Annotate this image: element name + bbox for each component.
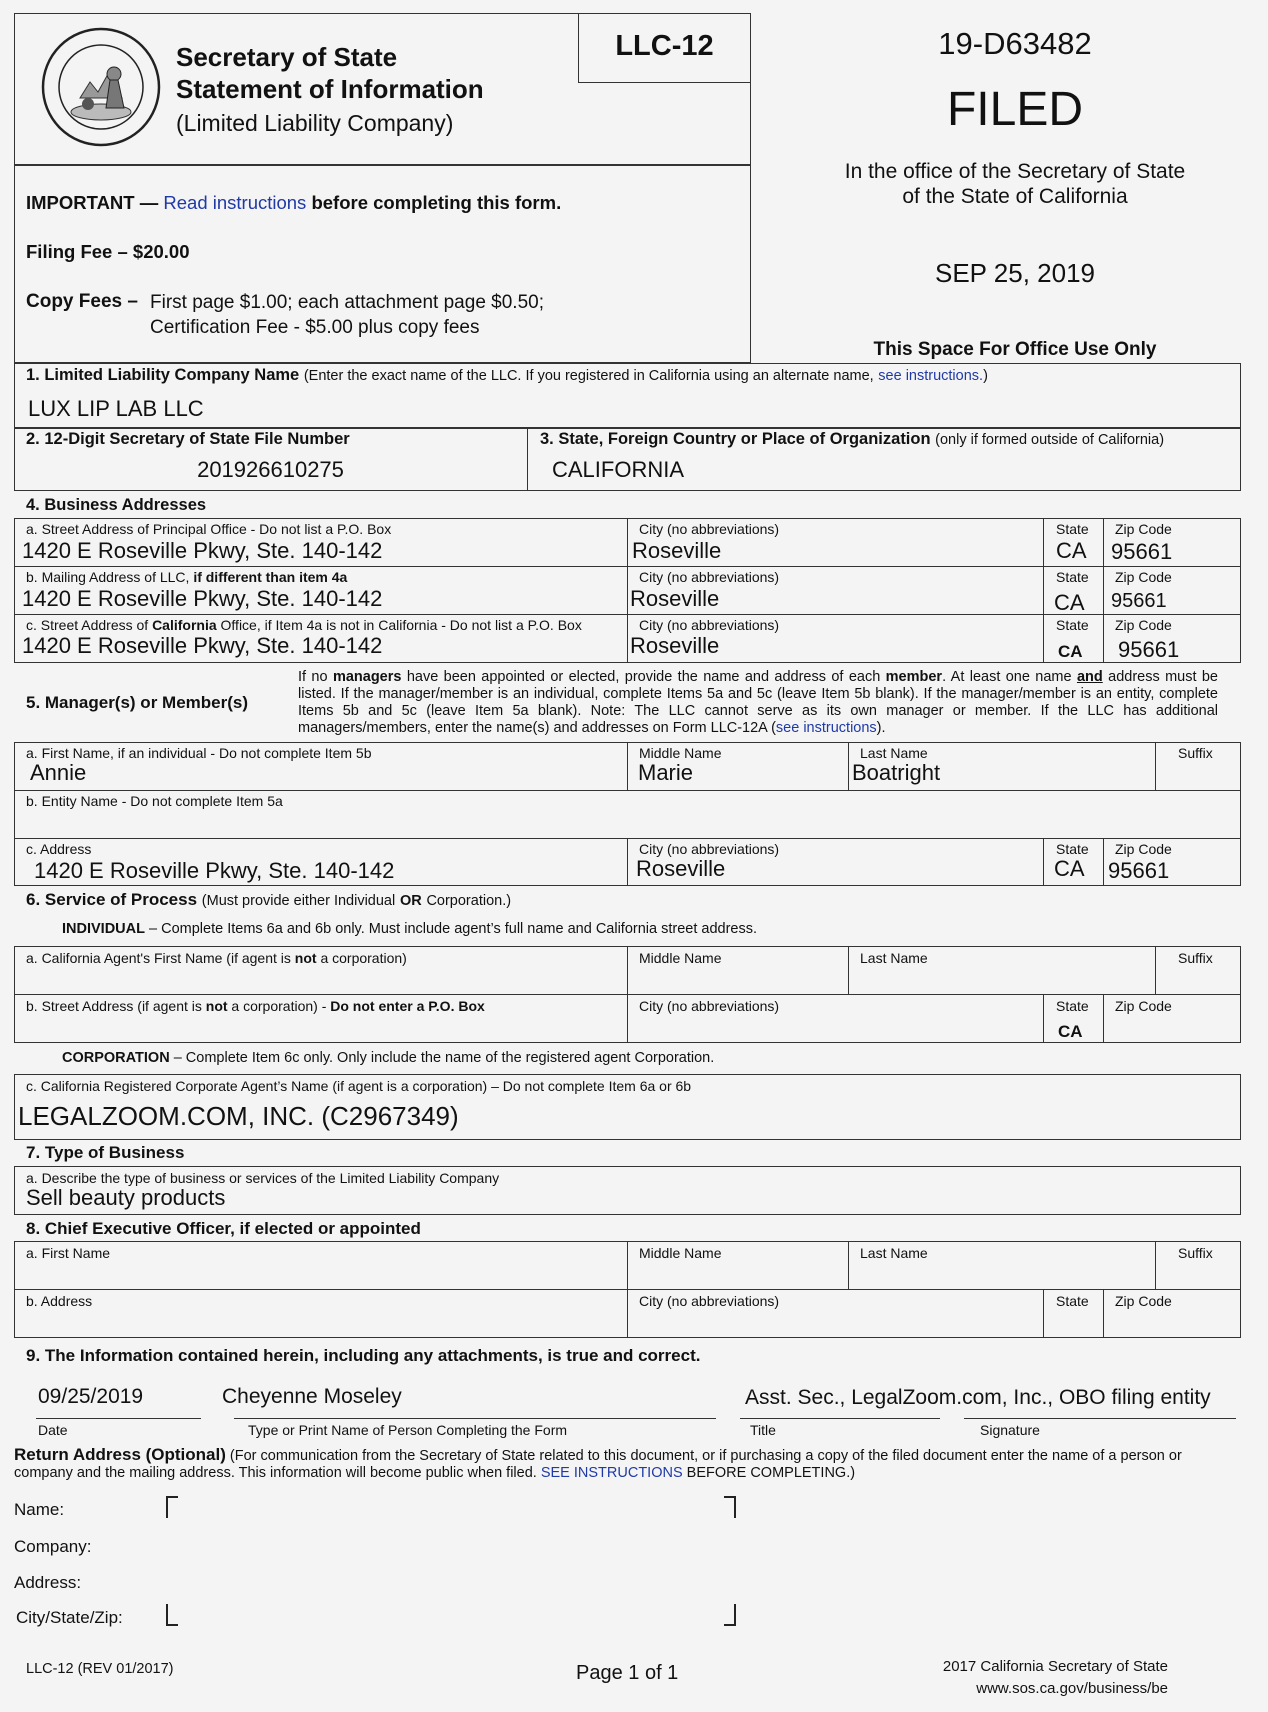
item4-col-divider bbox=[1043, 518, 1044, 663]
address-4c-zip-label: Zip Code bbox=[1115, 617, 1172, 633]
address-4b-street[interactable]: 1420 E Roseville Pkwy, Ste. 140-142 bbox=[22, 586, 383, 611]
item1-label: 1. Limited Liability Company Name bbox=[26, 366, 300, 384]
signature-caption: Signature bbox=[980, 1422, 1040, 1438]
copy-fees-line2: Certification Fee - $5.00 plus copy fees bbox=[150, 317, 480, 338]
filed-date: SEP 25, 2019 bbox=[935, 258, 1095, 288]
address-4a-street[interactable]: 1420 E Roseville Pkwy, Ste. 140-142 bbox=[22, 538, 383, 563]
label-bold: California bbox=[152, 617, 217, 633]
llc-name-field[interactable]: LUX LIP LAB LLC bbox=[28, 396, 204, 421]
address-4c-state-label: State bbox=[1056, 617, 1089, 633]
agent-zip-field[interactable] bbox=[1108, 1016, 1236, 1038]
return-address-instructions-link[interactable]: SEE INSTRUCTIONS bbox=[540, 1465, 683, 1481]
label-text: a. Street Address of Principal Office - Do not list a P.O. Box bbox=[26, 521, 392, 537]
text: . At least one name bbox=[942, 669, 1072, 685]
item6-col-divider bbox=[1103, 994, 1104, 1043]
form-code: LLC-12 bbox=[615, 30, 714, 62]
agent-suffix-field[interactable] bbox=[1160, 968, 1236, 990]
member-first-label: a. First Name, if an individual - Do not complete Item 5b bbox=[26, 745, 372, 761]
item4-col-divider bbox=[627, 518, 628, 663]
item8-col-divider bbox=[1155, 1241, 1156, 1289]
bracket-top-right bbox=[724, 1496, 736, 1518]
ceo-city-label: City (no abbreviations) bbox=[639, 1293, 780, 1309]
page-number: Page 1 of 1 bbox=[576, 1662, 679, 1684]
name-caption: Type or Print Name of Person Completing the Form bbox=[248, 1422, 568, 1438]
ceo-last-label: Last Name bbox=[860, 1245, 928, 1261]
item5-col-divider bbox=[627, 838, 628, 886]
return-csz-label: City/State/Zip: bbox=[16, 1608, 123, 1627]
item5-row-divider bbox=[14, 790, 1241, 791]
signature-underline bbox=[964, 1418, 1236, 1419]
return-company-label: Company: bbox=[14, 1537, 92, 1556]
address-4a-zip-label: Zip Code bbox=[1115, 521, 1172, 537]
item5-col-divider bbox=[1043, 838, 1044, 886]
item5-col-divider bbox=[627, 742, 628, 790]
bracket-bottom-left bbox=[166, 1604, 178, 1626]
title-line2: Statement of Information bbox=[176, 74, 484, 104]
item8-col-divider bbox=[627, 1241, 628, 1338]
title-line1: Secretary of State bbox=[176, 42, 398, 72]
agent-suffix-label: Suffix bbox=[1178, 950, 1213, 966]
agent-zip-label: Zip Code bbox=[1115, 998, 1172, 1014]
address-4a-state[interactable]: CA bbox=[1056, 538, 1087, 563]
text: b. Street Address (if agent is bbox=[26, 998, 202, 1014]
text-bold: not bbox=[205, 998, 228, 1014]
item1-instructions-link[interactable]: see instructions. bbox=[878, 368, 984, 384]
item2-label: 2. 12-Digit Secretary of State File Number bbox=[26, 430, 350, 448]
member-city-label: City (no abbreviations) bbox=[639, 841, 780, 857]
signature-field[interactable] bbox=[964, 1380, 1236, 1416]
item5-col-divider bbox=[1155, 742, 1156, 790]
filed-status: FILED bbox=[946, 83, 1084, 136]
item8-col-divider bbox=[1043, 1289, 1044, 1338]
form-revision: LLC-12 (REV 01/2017) bbox=[26, 1661, 174, 1677]
text: If no bbox=[298, 669, 328, 685]
member-state-label: State bbox=[1056, 841, 1089, 857]
ceo-address-label: b. Address bbox=[26, 1293, 93, 1309]
address-4b-zip-label: Zip Code bbox=[1115, 569, 1172, 585]
item7-label: 7. Type of Business bbox=[26, 1143, 185, 1162]
ceo-suffix-label: Suffix bbox=[1178, 1245, 1213, 1261]
address-4c-state[interactable]: CA bbox=[1058, 642, 1083, 661]
label-text: b. Mailing Address of LLC, bbox=[26, 569, 190, 585]
agent-first-label bbox=[26, 950, 407, 966]
address-4b-label bbox=[26, 569, 347, 585]
member-address-label: c. Address bbox=[26, 841, 92, 857]
address-4c-zip[interactable]: 95661 bbox=[1118, 637, 1180, 662]
business-type-field[interactable]: Sell beauty products bbox=[26, 1185, 226, 1210]
address-4b-zip[interactable]: 95661 bbox=[1111, 590, 1167, 612]
item4-col-divider bbox=[1103, 518, 1104, 663]
file-number-field[interactable]: 201926610275 bbox=[197, 457, 344, 482]
address-4b-city-label: City (no abbreviations) bbox=[639, 569, 780, 585]
agent-last-label: Last Name bbox=[860, 950, 928, 966]
agent-last-field[interactable] bbox=[852, 968, 1150, 990]
signer-title[interactable]: Asst. Sec., LegalZoom.com, Inc., OBO filing entity bbox=[745, 1386, 1211, 1409]
item6-col-divider bbox=[1155, 946, 1156, 994]
signer-name[interactable]: Cheyenne Moseley bbox=[222, 1385, 402, 1408]
item6-col-divider bbox=[848, 946, 849, 994]
address-4a-city[interactable]: Roseville bbox=[632, 538, 722, 563]
text: have been appointed or elected, provide the name and address of each bbox=[406, 669, 881, 685]
corporation-label: CORPORATION bbox=[62, 1050, 170, 1066]
address-4a-zip[interactable]: 95661 bbox=[1111, 539, 1173, 564]
agent-state: CA bbox=[1058, 1022, 1083, 1041]
text-bold: not bbox=[294, 950, 317, 966]
item1-label-line bbox=[26, 366, 988, 385]
bracket-bottom-right bbox=[724, 1604, 736, 1626]
item8-col-divider bbox=[1103, 1289, 1104, 1338]
item5-instructions bbox=[298, 669, 1218, 737]
item6-col-divider bbox=[627, 946, 628, 1043]
label-text: Office, if Item 4a is not in California - Do not list a P.O. Box bbox=[220, 617, 582, 633]
item9-label: 9. The Information contained herein, including any attachments, is true and correct. bbox=[26, 1346, 701, 1365]
member-suffix-field[interactable] bbox=[1160, 762, 1236, 786]
ceo-state-label: State bbox=[1056, 1293, 1089, 1309]
member-middle-name[interactable]: Marie bbox=[638, 760, 694, 785]
filed-office-line1: In the office of the Secretary of State bbox=[844, 160, 1186, 183]
item6-col-divider bbox=[1043, 994, 1044, 1043]
ceo-last-field[interactable] bbox=[852, 1263, 1150, 1285]
return-address-instructions bbox=[14, 1446, 1234, 1482]
ceo-middle-field[interactable] bbox=[632, 1263, 842, 1285]
member-last-label: Last Name bbox=[860, 745, 928, 761]
text-bold: member bbox=[885, 669, 943, 685]
address-4a-state-label: State bbox=[1056, 521, 1089, 537]
return-address-field[interactable] bbox=[180, 1500, 720, 1620]
item3-label: 3. State, Foreign Country or Place of Organization bbox=[540, 430, 931, 448]
copyright: 2017 California Secretary of State bbox=[942, 1658, 1168, 1675]
item1-hint: (Enter the exact name of the LLC. If you registered in California using an alternate name, bbox=[303, 368, 874, 384]
individual-instructions bbox=[62, 921, 757, 937]
return-address-text-end: BEFORE COMPLETING.) bbox=[686, 1465, 856, 1481]
ceo-first-field[interactable] bbox=[20, 1263, 620, 1285]
item4-label: 4. Business Addresses bbox=[26, 496, 207, 514]
text-bold: Do not enter a P.O. Box bbox=[330, 998, 485, 1014]
address-4a-label bbox=[26, 521, 391, 537]
text: a corporation) bbox=[320, 950, 407, 966]
item6-label: 6. Service of Process bbox=[26, 890, 198, 909]
address-4c-city[interactable]: Roseville bbox=[630, 633, 720, 658]
subtitle: (Limited Liability Company) bbox=[176, 110, 454, 136]
corp-agent-name[interactable]: LEGALZOOM.COM, INC. (C2967349) bbox=[18, 1101, 459, 1131]
address-4c-label bbox=[26, 617, 582, 633]
corporation-text: – Complete Item 6c only. Only include the name of the registered agent Corporation. bbox=[173, 1050, 715, 1066]
ceo-zip-field[interactable] bbox=[1108, 1311, 1236, 1333]
agent-city-label: City (no abbreviations) bbox=[639, 998, 780, 1014]
member-suffix-label: Suffix bbox=[1178, 745, 1213, 761]
text: a. California Agent's First Name (if agent is bbox=[26, 950, 291, 966]
read-instructions-link[interactable]: Read instructions bbox=[163, 192, 307, 213]
date-underline bbox=[36, 1418, 201, 1419]
item5-col-divider bbox=[848, 742, 849, 790]
text: a corporation) - bbox=[231, 998, 327, 1014]
item8-label: 8. Chief Executive Officer, if elected or appointed bbox=[26, 1219, 421, 1238]
member-zip[interactable]: 95661 bbox=[1108, 858, 1170, 883]
individual-text: – Complete Items 6a and 6b only. Must include agent’s full name and California street address. bbox=[149, 921, 758, 937]
item6-label-line bbox=[26, 890, 511, 910]
address-4c-street[interactable]: 1420 E Roseville Pkwy, Ste. 140-142 bbox=[22, 633, 383, 658]
ceo-state-field[interactable] bbox=[1048, 1311, 1098, 1333]
ceo-middle-label: Middle Name bbox=[639, 1245, 722, 1261]
sos-url: www.sos.ca.gov/business/be bbox=[976, 1680, 1168, 1697]
item6-hint: (Must provide either Individual bbox=[201, 893, 396, 909]
ceo-suffix-field[interactable] bbox=[1160, 1263, 1236, 1285]
agent-city-field[interactable] bbox=[632, 1016, 1038, 1038]
individual-label: INDIVIDUAL bbox=[62, 921, 145, 937]
agent-first-field[interactable] bbox=[20, 968, 620, 990]
agent-state-label: State bbox=[1056, 998, 1089, 1014]
member-state[interactable]: CA bbox=[1054, 856, 1085, 881]
return-address-label2: Address: bbox=[14, 1573, 82, 1592]
signature-date[interactable]: 09/25/2019 bbox=[38, 1385, 144, 1408]
item5-label: 5. Manager(s) or Member(s) bbox=[26, 693, 248, 712]
item3-hint: (only if formed outside of California) bbox=[935, 432, 1165, 448]
return-name-label: Name: bbox=[14, 1500, 65, 1519]
address-4b-city[interactable]: Roseville bbox=[630, 586, 720, 611]
text: ). bbox=[876, 720, 886, 736]
text-bold: managers bbox=[332, 669, 402, 685]
label-text: c. Street Address of bbox=[26, 617, 149, 633]
name-underline bbox=[234, 1418, 716, 1419]
item1-hint-end: ) bbox=[983, 368, 988, 384]
address-4b-state-label: State bbox=[1056, 569, 1089, 585]
agent-middle-label: Middle Name bbox=[639, 950, 722, 966]
business-type-label: a. Describe the type of business or services of the Limited Liability Company bbox=[26, 1170, 500, 1186]
address-4a-city-label: City (no abbreviations) bbox=[639, 521, 780, 537]
member-entity-field[interactable] bbox=[20, 810, 1230, 834]
item5-col-divider bbox=[1103, 838, 1104, 886]
filing-fee: Filing Fee – $20.00 bbox=[26, 241, 190, 262]
state-of-organization-field[interactable]: CALIFORNIA bbox=[552, 457, 685, 482]
member-city[interactable]: Roseville bbox=[636, 856, 726, 881]
address-4b-state[interactable]: CA bbox=[1054, 590, 1085, 615]
agent-street-field[interactable] bbox=[20, 1016, 620, 1038]
corp-agent-label: c. California Registered Corporate Agent’s Name (if agent is a corporation) – Do not complete Item 6a or 6b bbox=[26, 1078, 692, 1094]
copy-fees-line1: First page $1.00; each attachment page $0.50; bbox=[150, 292, 544, 313]
ceo-zip-label: Zip Code bbox=[1115, 1293, 1172, 1309]
member-last-name[interactable]: Boatright bbox=[852, 760, 941, 785]
important-prefix: IMPORTANT — bbox=[26, 192, 159, 213]
member-first-name[interactable]: Annie bbox=[30, 760, 87, 785]
state-seal bbox=[40, 26, 162, 148]
bracket-top-left bbox=[166, 1496, 178, 1518]
ceo-city-field[interactable] bbox=[632, 1311, 1038, 1333]
item8-col-divider bbox=[848, 1241, 849, 1289]
label-bold: if different than item 4a bbox=[193, 569, 348, 585]
date-caption: Date bbox=[38, 1422, 68, 1438]
item3-label-line bbox=[540, 430, 1164, 449]
corporation-instructions bbox=[62, 1050, 714, 1066]
item6-hint-end: Corporation.) bbox=[426, 893, 512, 909]
see-instructions-link[interactable]: see instructions bbox=[775, 720, 877, 736]
member-entity-label: b. Entity Name - Do not complete Item 5a bbox=[26, 793, 283, 809]
member-address[interactable]: 1420 E Roseville Pkwy, Ste. 140-142 bbox=[34, 858, 395, 883]
filed-office-line2: of the State of California bbox=[902, 185, 1128, 208]
item6-hint-or: OR bbox=[399, 893, 422, 909]
agent-street-label bbox=[26, 998, 485, 1014]
return-address-label: Return Address (Optional) bbox=[14, 1445, 226, 1464]
address-4c-city-label: City (no abbreviations) bbox=[639, 617, 780, 633]
text: address must be listed. If the manager/member is an individual, complete Items 5a and 5c (leave Item 5b blank). If the manager/member is an entity, complete Items 5b and 5c (leave Item 5a blank). Note: The LLC cannot serve as its own manager or member. If the LLC has additional managers/members, enter the name(s) and addresses on Form LLC-12A ( bbox=[298, 669, 1219, 736]
title-underline bbox=[740, 1418, 940, 1419]
agent-middle-field[interactable] bbox=[632, 968, 842, 990]
member-middle-label: Middle Name bbox=[639, 745, 722, 761]
item2-3-divider bbox=[527, 428, 528, 491]
return-address-text: (For communication from the Secretary of State related to this document, or if purchasing a copy of the filed document enter the name of a person or company and the mailing address. This information will become public when filed. bbox=[14, 1448, 1182, 1481]
important-suffix: before completing this form. bbox=[311, 192, 562, 213]
title-caption: Title bbox=[750, 1422, 776, 1438]
important-line bbox=[26, 192, 561, 214]
office-use-label: This Space For Office Use Only bbox=[873, 339, 1157, 360]
ceo-address-field[interactable] bbox=[20, 1311, 620, 1333]
ceo-first-label: a. First Name bbox=[26, 1245, 111, 1261]
copy-fees-label: Copy Fees – bbox=[26, 291, 138, 312]
filing-number: 19-D63482 bbox=[938, 26, 1092, 61]
text-bold: and bbox=[1076, 669, 1103, 685]
member-zip-label: Zip Code bbox=[1115, 841, 1172, 857]
